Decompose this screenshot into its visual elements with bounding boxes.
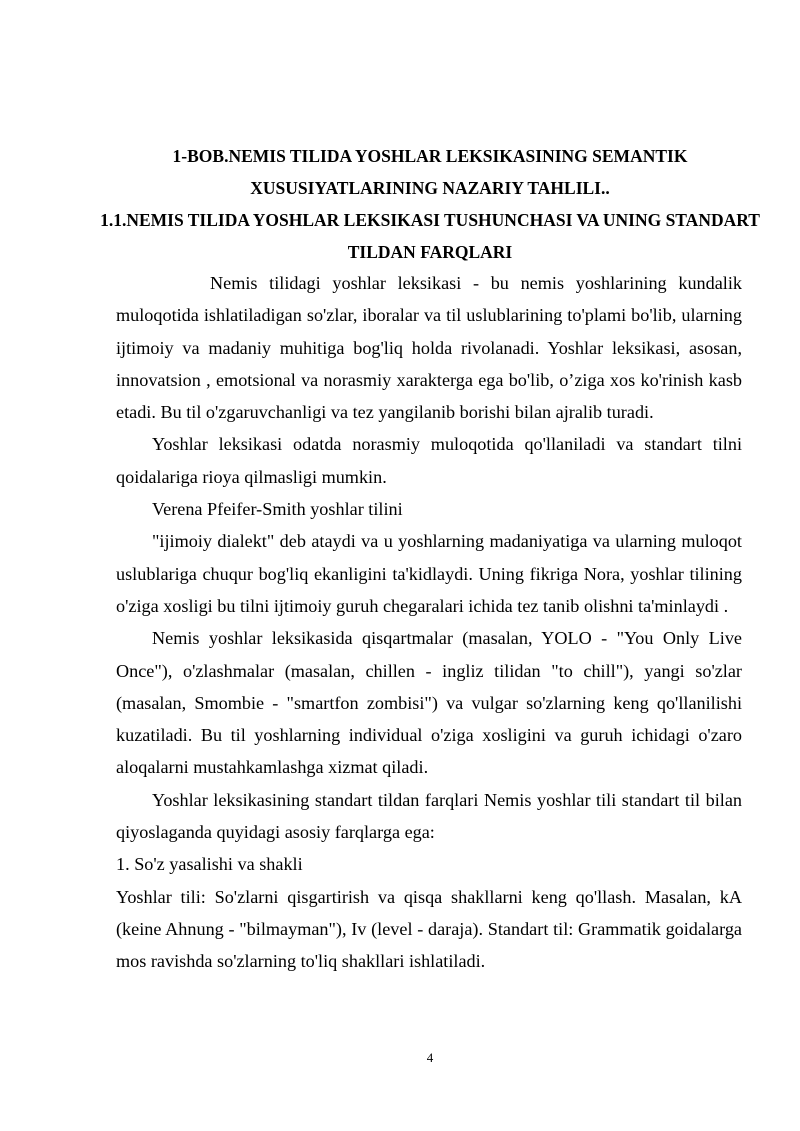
- page-number: 4: [426, 1050, 434, 1065]
- paragraph-examples: Nemis yoshlar leksikasida qisqartmalar (masalan, YOLO - "You Only Live Once"), o'zlashmalar (masalan, chillen - ingliz tilidan "to chill"), yangi so'zlar (masalan, Smombie - "smartfon zombisi") va vulgar so'zlarning keng qo'llanilishi kuzatiladi. Bu til yoshlarning individual o'ziga xosligini va guruh ichidagi o'zaro aloqalarni mustahkamlashga xizmat qiladi.: [116, 628, 742, 778]
- chapter-title: 1-BOB.NEMIS TILIDA YOSHLAR LEKSIKASINING SEMANTIK XUSUSIYATLARINING NAZARIY TAHLILI..: [172, 146, 688, 198]
- section-title: 1.1.NEMIS TILIDA YOSHLAR LEKSIKASI TUSHUNCHASI VA UNING STANDART TILDAN FARQLARI: [100, 210, 760, 262]
- paragraph-social-dialect: "ijimoiy dialekt" deb ataydi va u yoshlarning madaniyatiga va ularning muloqot uslublariga chuqur bog'liq ekanligini ta'kidlaydi. Uning fikriga Nora, yoshlar tilining o'ziga xosligi bu tilni ijtimoiy guruh chegaralari ichida tez tanib olishni ta'minlaydi .: [116, 531, 742, 616]
- paragraph-informal-usage: Yoshlar leksikasi odatda norasmiy muloqotida qo'llaniladi va standart tilni qoidalariga rioya qilmasligi mumkin.: [116, 434, 742, 487]
- chapter-headings: [100, 140, 760, 268]
- paragraph-pfeifer-smith: Verena Pfeifer-Smith yoshlar tilini: [152, 499, 403, 520]
- paragraph-youth-vs-standard: Yoshlar tili: So'zlarni qisgartirish va qisqa shakllarni keng qo'llash. Masalan, kA (keine Ahnung - "bilmayman"), Iv (level - daraja). Standart til: Grammatik goidalarga mos ravishda so'zlarning to'liq shakllari ishlatiladi.: [116, 886, 742, 972]
- paragraph-differences-intro: Yoshlar leksikasining standart tildan farqlari Nemis yoshlar tili standart til bilan qiyoslaganda quyidagi asosiy farqlarga ega:: [116, 789, 742, 843]
- paragraph-definition: Nemis tilidagi yoshlar leksikasi - bu nemis yoshlarining kundalik muloqotida ishlatiladigan so'zlar, iboralar va til uslublarining to'plami bo'lib, ularning ijtimoiy va madaniy muhitiga bog'liq holda rivolanadi. Yoshlar leksikasi, asosan, innovatsion , emotsional va norasmiy xarakterga ega bo'lib, o’ziga xos ko'rinish kasb etadi. Bu til o'zgaruvchanligi va tez yangilanib borishi bilan ajralib turadi.: [116, 273, 742, 423]
- list-item-word-formation: 1. So'z yasalishi va shakli: [116, 854, 303, 875]
- body-text: [116, 267, 742, 978]
